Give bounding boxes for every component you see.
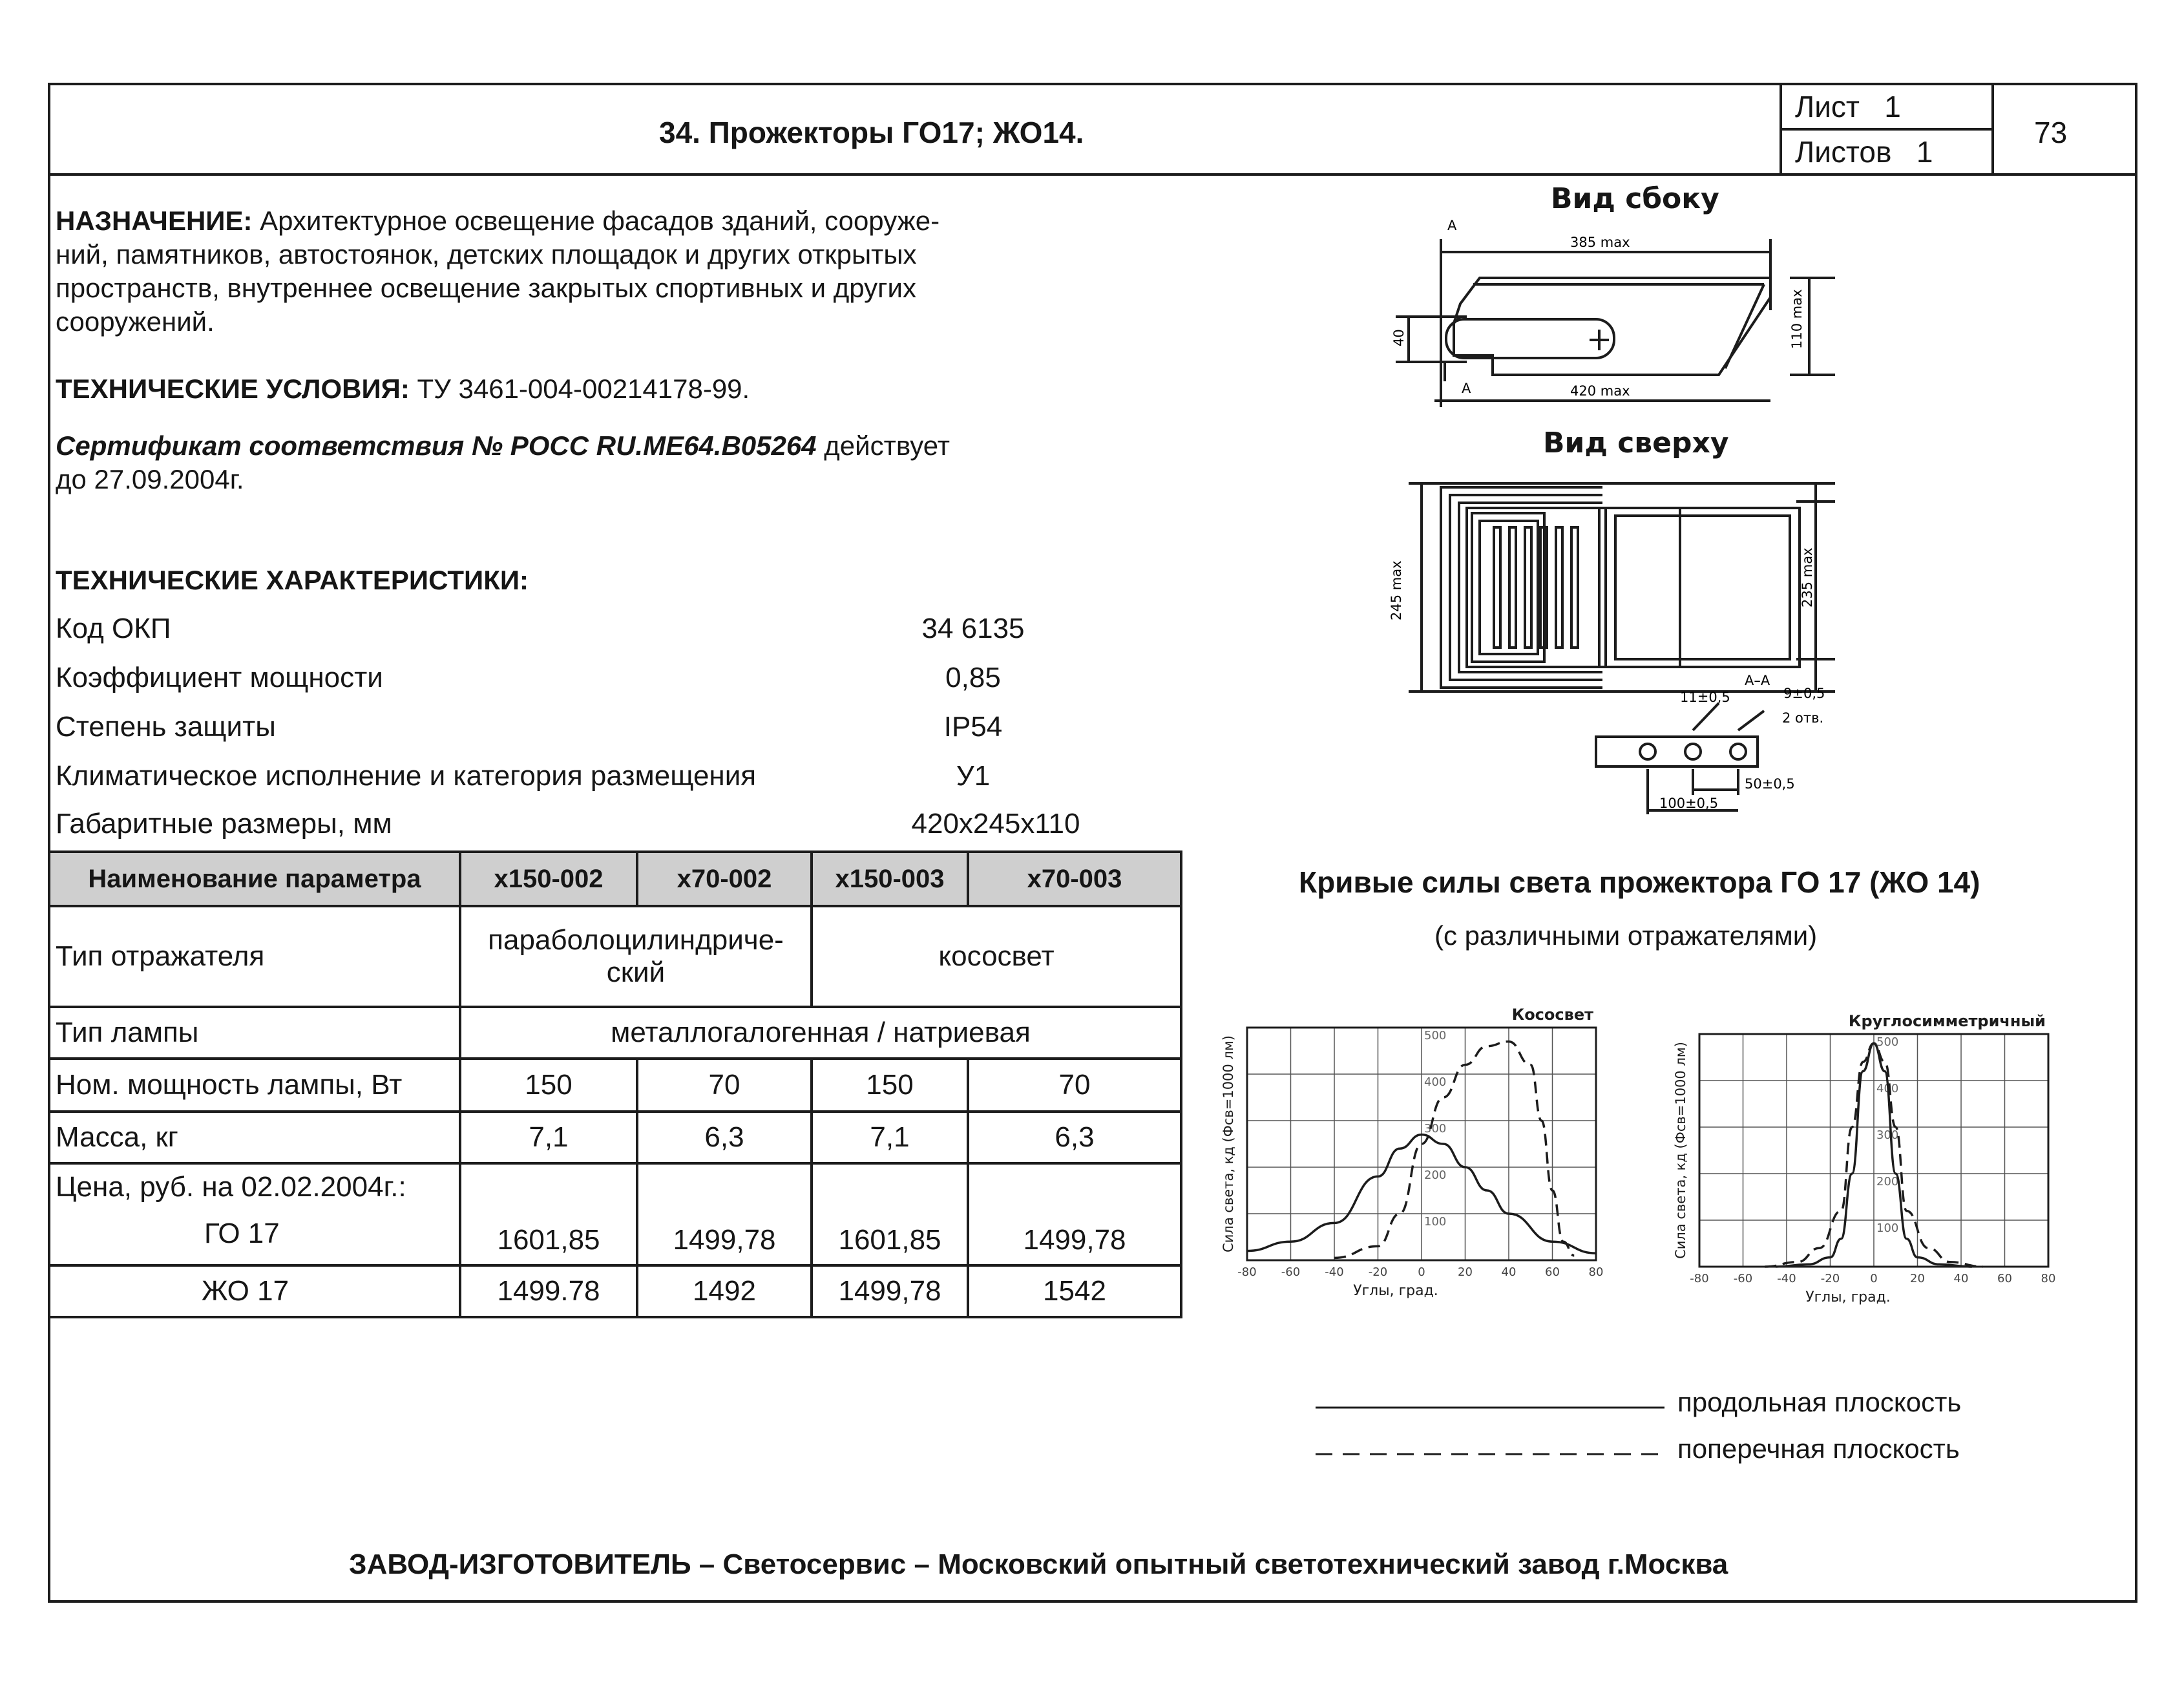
dim-40: 40 xyxy=(1391,329,1407,346)
table-cell: 1492 xyxy=(637,1265,812,1317)
y-tick-label: 500 xyxy=(1876,1035,1899,1049)
x-tick-label: -40 xyxy=(1777,1272,1796,1285)
x-axis-label: Углы, град. xyxy=(1805,1289,1891,1305)
curves-title: Кривые силы света прожектора ГО 17 (ЖО 14) xyxy=(1299,865,1980,899)
dim-110: 110 max xyxy=(1789,289,1805,349)
purpose-line: пространств, внутреннее освещение закрытых спортивных и других xyxy=(56,273,916,303)
dim-11: 11±0,5 xyxy=(1680,690,1730,705)
chart-title: Круглосимметричный xyxy=(1848,1012,2046,1030)
spec-value: 420x245x110 xyxy=(911,808,1080,840)
table-cell: 1499.78 xyxy=(460,1265,637,1317)
x-tick-label: 40 xyxy=(1501,1265,1517,1279)
x-tick-label: -20 xyxy=(1368,1265,1388,1279)
purpose-line: ний, памятников, автостоянок, детских площадок и других открытых xyxy=(56,239,917,269)
holes-note: 2 отв. xyxy=(1782,710,1824,726)
table-cell: 1601,85 xyxy=(812,1163,968,1265)
legend-dashed-label: поперечная плоскость xyxy=(1677,1433,1960,1464)
x-tick-label: 80 xyxy=(2041,1272,2056,1285)
y-tick-label: 400 xyxy=(1876,1082,1899,1095)
x-tick-label: 0 xyxy=(1418,1265,1425,1279)
table-header: Наименование параметра xyxy=(49,852,460,906)
x-tick-label: 60 xyxy=(1545,1265,1560,1279)
table-header: х70-002 xyxy=(637,852,812,906)
spec-name: Габаритные размеры, мм xyxy=(56,808,392,840)
y-tick-label: 500 xyxy=(1424,1029,1447,1042)
top-view-title: Вид сверху xyxy=(1543,427,1729,459)
purpose-line: Архитектурное освещение фасадов зданий, сооруже- xyxy=(260,206,940,236)
table-cell: 1499,78 xyxy=(968,1163,1181,1265)
side-view-drawing xyxy=(1383,213,1848,420)
table-cell: 150 xyxy=(460,1059,637,1112)
y-tick-label: 100 xyxy=(1424,1215,1447,1229)
page-number: 73 xyxy=(2034,116,2068,149)
dim-245: 245 max xyxy=(1389,560,1404,620)
tech-specs-heading: ТЕХНИЧЕСКИЕ ХАРАКТЕРИСТИКИ: xyxy=(56,565,529,595)
table-cell: кососвет xyxy=(812,906,1181,1007)
table-row xyxy=(49,1059,1181,1112)
section-aa: А–А xyxy=(1745,673,1770,688)
dim-100: 100±0,5 xyxy=(1659,796,1719,811)
table-row xyxy=(49,1265,1181,1317)
x-tick-label: -60 xyxy=(1281,1265,1301,1279)
table-cell: 1542 xyxy=(968,1265,1181,1317)
legend-solid-label: продольная плоскость xyxy=(1677,1387,1962,1417)
tech-conditions: ТЕХНИЧЕСКИЕ УСЛОВИЯ: ТУ 3461-004-00214178-99. xyxy=(56,374,750,404)
table-cell: 7,1 xyxy=(812,1112,968,1163)
x-tick-label: 60 xyxy=(1997,1272,2012,1285)
page-title: 34. Прожекторы ГО17; ЖО14. xyxy=(659,116,1084,149)
table-row xyxy=(49,1163,1181,1265)
header-sheet-row-divider xyxy=(1780,128,1993,131)
purpose-label: НАЗНАЧЕНИЕ: xyxy=(56,206,253,236)
table-row xyxy=(49,1007,1181,1059)
table-cell: 70 xyxy=(637,1059,812,1112)
spec-name: Коэффициент мощности xyxy=(56,662,383,693)
spec-value: У1 xyxy=(956,760,991,792)
x-tick-label: -20 xyxy=(1820,1272,1840,1285)
spec-name: Код ОКП xyxy=(56,613,171,644)
y-axis-label: Сила света, кд (Фсв=1000 лм) xyxy=(1221,1035,1236,1252)
section-mark-top: А xyxy=(1447,218,1457,233)
purpose-block xyxy=(56,204,1064,339)
chart-kruglosimmetrichny xyxy=(1667,1008,2081,1331)
table-cell: 150 xyxy=(812,1059,968,1112)
row-name: Тип отражателя xyxy=(49,906,460,1007)
y-tick-label: 100 xyxy=(1876,1221,1899,1235)
top-view-drawing xyxy=(1383,465,1861,827)
table-header-row xyxy=(49,852,1181,906)
section-mark-bottom: А xyxy=(1462,381,1471,396)
chart-kososvet xyxy=(1215,1002,1628,1318)
spec-value: IP54 xyxy=(943,711,1003,743)
dim-235: 235 max xyxy=(1800,547,1815,607)
x-axis-label: Углы, град. xyxy=(1353,1283,1438,1299)
sheets-label: Листов 1 xyxy=(1795,135,1933,169)
purpose-line: сооружений. xyxy=(56,306,215,337)
row-name: ЖО 17 xyxy=(49,1265,460,1317)
dim-420: 420 max xyxy=(1570,383,1630,399)
chart-title: Кососвет xyxy=(1511,1006,1593,1024)
dim-385: 385 max xyxy=(1570,235,1630,250)
table-row xyxy=(49,1112,1181,1163)
x-tick-label: -60 xyxy=(1733,1272,1753,1285)
spec-name: Степень защиты xyxy=(56,711,276,743)
table-header: х150-002 xyxy=(460,852,637,906)
table-header: х70-003 xyxy=(968,852,1181,906)
dim-9: 9±0,5 xyxy=(1783,686,1825,701)
row-name: Тип лампы xyxy=(49,1007,460,1059)
certificate: Сертификат соответствия № РОСС RU.ME64.B05264 действует до 27.09.2004г. xyxy=(56,430,950,494)
table-cell: 1499,78 xyxy=(812,1265,968,1317)
sheet-label: Лист 1 xyxy=(1795,90,1901,123)
row-name: Ном. мощность лампы, Вт xyxy=(49,1059,460,1112)
spec-name: Климатическое исполнение и категория размещения xyxy=(56,760,757,792)
header-divider xyxy=(48,173,2137,176)
table-cell: 6,3 xyxy=(968,1112,1181,1163)
table-cell: 1601,85 xyxy=(460,1163,637,1265)
y-axis-label: Сила света, кд (Фсв=1000 лм) xyxy=(1673,1042,1688,1259)
row-name: Цена, руб. на 02.02.2004г.: ГО 17 xyxy=(49,1163,460,1265)
y-tick-label: 300 xyxy=(1424,1122,1447,1135)
spec-value: 0,85 xyxy=(945,662,1001,693)
y-tick-label: 300 xyxy=(1876,1128,1899,1142)
spec-value: 34 6135 xyxy=(921,613,1025,644)
x-tick-label: -80 xyxy=(1237,1265,1257,1279)
table-cell: 7,1 xyxy=(460,1112,637,1163)
table-row xyxy=(49,906,1181,1007)
curves-legend xyxy=(1312,1389,1680,1461)
x-tick-label: 20 xyxy=(1910,1272,1925,1285)
y-tick-label: 200 xyxy=(1424,1168,1447,1182)
certificate-number: Сертификат соответствия № РОСС RU.ME64.B05264 xyxy=(56,430,817,461)
table-cell: 6,3 xyxy=(637,1112,812,1163)
x-tick-label: -40 xyxy=(1325,1265,1344,1279)
x-tick-label: 20 xyxy=(1458,1265,1473,1279)
table-cell: металлогалогенная / натриевая xyxy=(460,1007,1181,1059)
table-cell: параболоцилиндриче- ский xyxy=(460,906,812,1007)
dim-50: 50±0,5 xyxy=(1745,776,1795,792)
spec-table xyxy=(48,850,1182,1318)
x-tick-label: 0 xyxy=(1870,1272,1878,1285)
table-cell: 70 xyxy=(968,1059,1181,1112)
x-tick-label: -80 xyxy=(1690,1272,1709,1285)
y-tick-label: 200 xyxy=(1876,1175,1899,1188)
y-tick-label: 400 xyxy=(1424,1075,1447,1089)
price-go-label: ГО 17 xyxy=(204,1218,280,1249)
manufacturer-footer: ЗАВОД-ИЗГОТОВИТЕЛЬ – Светосервис – Московский опытный светотехнический завод г.Москва xyxy=(349,1548,1728,1580)
curves-subtitle: (с различными отражателями) xyxy=(1434,920,1818,951)
table-header: х150-003 xyxy=(812,852,968,906)
side-view-title: Вид сбоку xyxy=(1551,182,1719,215)
row-name: Масса, кг xyxy=(49,1112,460,1163)
x-tick-label: 40 xyxy=(1953,1272,1969,1285)
x-tick-label: 80 xyxy=(1588,1265,1604,1279)
table-cell: 1499,78 xyxy=(637,1163,812,1265)
